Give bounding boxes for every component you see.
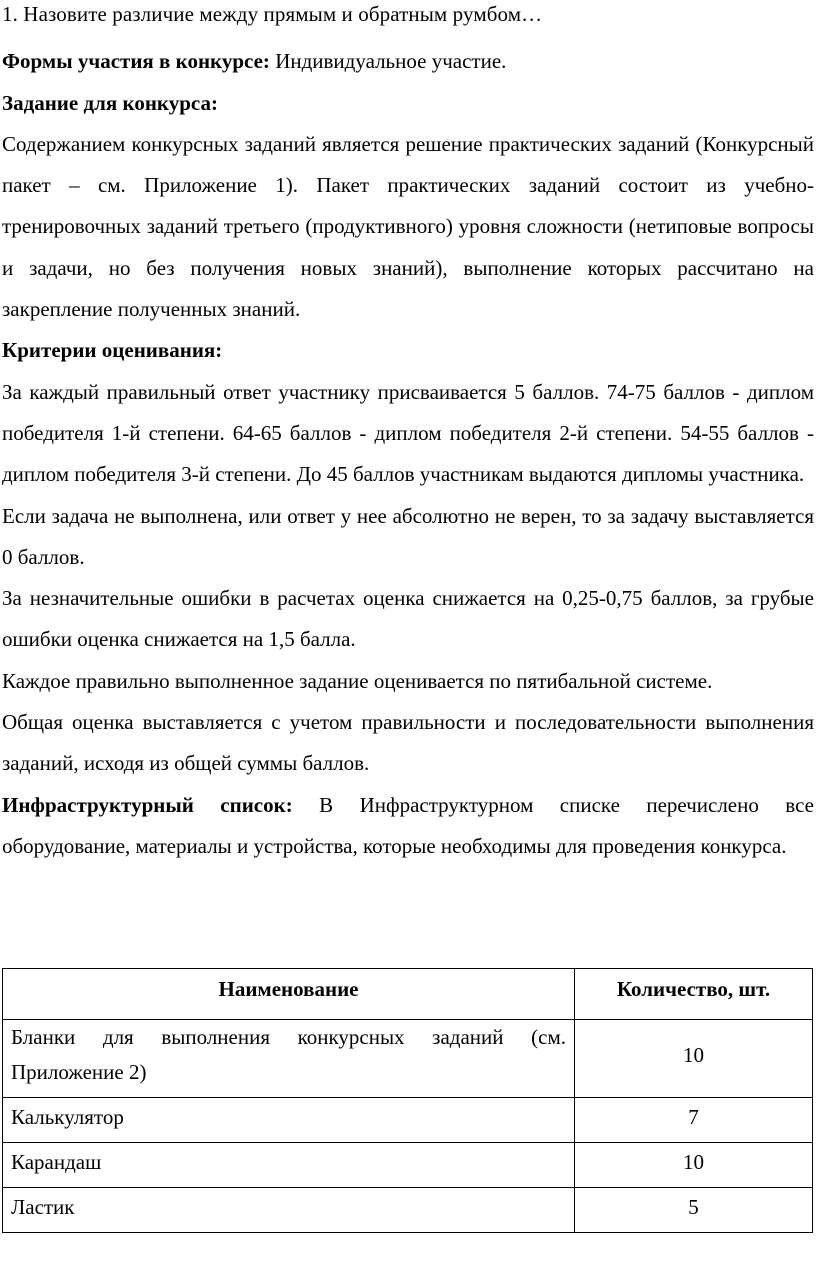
- criteria-heading: Критерии оценивания:: [2, 338, 223, 363]
- table-header-row: [3, 969, 813, 1020]
- table-cell-name: Бланки для выполнения конкурсных заданий (см. Приложение 2): [3, 1020, 575, 1098]
- task-heading: Задание для конкурса:: [2, 90, 218, 115]
- table-cell-quantity: 7: [575, 1098, 813, 1143]
- table-cell-name: Калькулятор: [3, 1098, 575, 1143]
- table-cell-quantity: 10: [575, 1020, 813, 1098]
- task-text: Содержанием конкурсных заданий является решение практических заданий (Конкурсный пакет – см. Приложение 1). Пакет практических заданий состоит из учебно-тренировочных заданий третьего (продуктивного) уровня сложности (нетиповые вопросы и задачи, но без получения новых знаний), выполнение которых рассчитано на закрепление полученных знаний.: [2, 131, 814, 322]
- infrastructure-table: [2, 968, 813, 1233]
- question-line: 1. Назовите различие между прямым и обратным румбом…: [2, 2, 543, 26]
- table-cell-name: Ластик: [3, 1188, 575, 1233]
- table-header-name: Наименование: [3, 969, 575, 1020]
- table-row: [3, 1143, 813, 1188]
- participation-forms-label: Формы участия в конкурсе:: [2, 49, 270, 74]
- table-cell-quantity: 10: [575, 1143, 813, 1188]
- table-row: [3, 1098, 813, 1143]
- infrastructure-label: Инфраструктурный список:: [2, 792, 293, 817]
- participation-forms: [2, 41, 814, 82]
- participation-forms-value: Индивидуальное участие.: [269, 49, 507, 74]
- criteria-paragraph-zero: Если задача не выполнена, или ответ у нее абсолютно не верен, то за задачу выставляется 0 баллов.: [2, 503, 814, 569]
- infrastructure-text: В Инфраструктурном списке перечислено все оборудование, материалы и устройства, которые необходимы для проведения конкурса.: [2, 792, 814, 858]
- table-header-quantity: Количество, шт.: [575, 969, 813, 1020]
- criteria-paragraph-scores: За каждый правильный ответ участнику присваивается 5 баллов. 74-75 баллов - диплом победителя 1-й степени. 64-65 баллов - диплом победителя 2-й степени. 54-55 баллов - диплом победителя 3-й степени. До 45 баллов участникам выдаются дипломы участника.: [2, 379, 814, 487]
- table-cell-quantity: 5: [575, 1188, 813, 1233]
- table-row: [3, 1188, 813, 1233]
- infrastructure-paragraph: [2, 785, 814, 868]
- criteria-paragraph-errors: За незначительные ошибки в расчетах оценка снижается на 0,25-0,75 баллов, за грубые ошибки оценка снижается на 1,5 балла.: [2, 586, 814, 652]
- criteria-paragraph-five-point: Каждое правильно выполненное задание оценивается по пятибальной системе.: [2, 668, 713, 693]
- table-row: [3, 1020, 813, 1098]
- criteria-paragraph-overall: Общая оценка выставляется с учетом правильности и последовательности выполнения заданий, исходя из общей суммы баллов.: [2, 710, 814, 776]
- table-cell-name: Карандаш: [3, 1143, 575, 1188]
